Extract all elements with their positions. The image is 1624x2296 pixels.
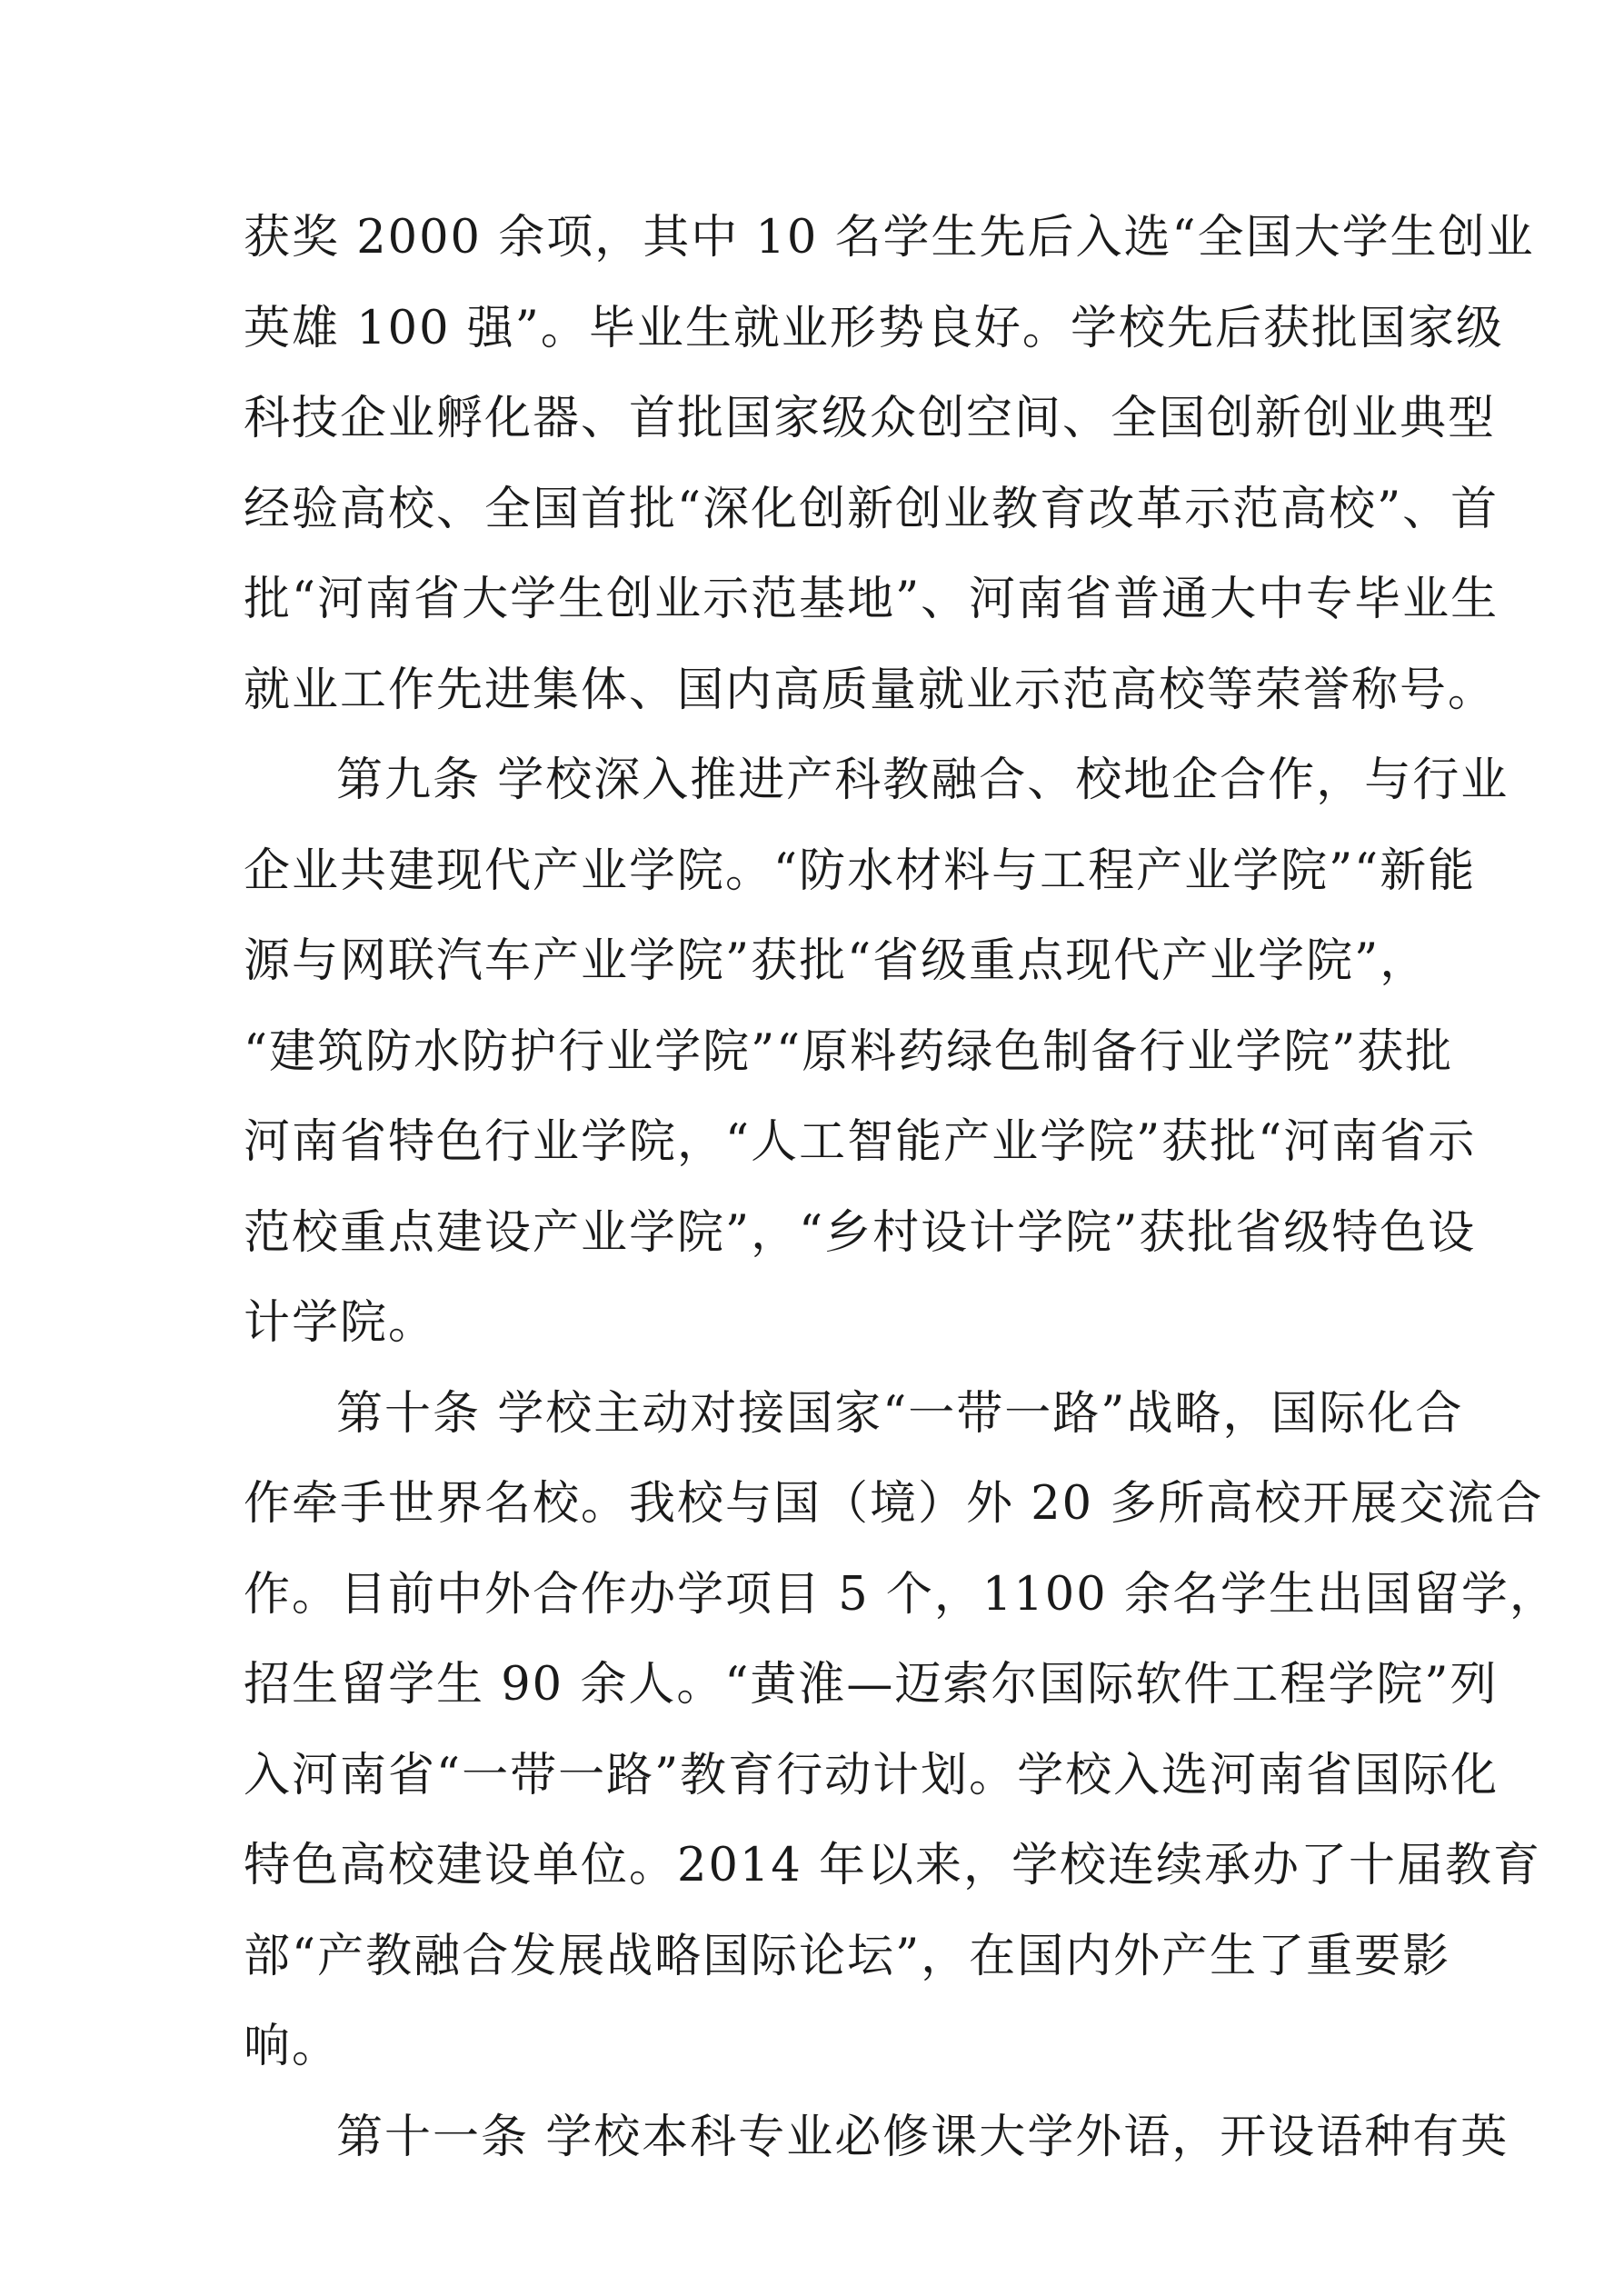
text-line: “建筑防水防护行业学院”“原料药绿色制备行业学院”获批 [244, 1024, 1454, 1079]
text-line: 第九条 学校深入推进产科教融合、校地企合作，与行业 [336, 754, 1509, 807]
text-line: 响。 [244, 2020, 341, 2073]
text-line: 企业共建现代产业学院。“防水材料与工程产业学院”“新能 [244, 844, 1477, 898]
paragraph-1 [244, 193, 1535, 735]
paragraph-3 [244, 1369, 1558, 2092]
text-line: 作牵手世界名校。我校与国（境）外 20 多所高校开展交流合 [244, 1477, 1544, 1531]
text-line: 经验高校、全国首批“深化创新创业教育改革示范高校”、首 [244, 482, 1499, 536]
text-line: 部“产教融合发展战略国际论坛”，在国内外产生了重要影 [244, 1929, 1451, 1983]
body-text [244, 193, 1558, 2182]
text-line: 招生留学生 90 余人。“黄淮—迈索尔国际软件工程学院”列 [244, 1658, 1499, 1712]
text-line: 入河南省“一带一路”教育行动计划。学校入选河南省国际化 [244, 1748, 1499, 1802]
text-line: 第十条 学校主动对接国家“一带一路”战略，国际化合 [336, 1386, 1464, 1441]
text-line: 获奖 2000 余项，其中 10 名学生先后入选“全国大学生创业 [244, 211, 1535, 265]
text-line: 源与网联汽车产业学院”获批“省级重点现代产业学院”， [244, 934, 1429, 988]
text-line: 作。目前中外合作办学项目 5 个，1100 余名学生出国留学， [244, 1567, 1558, 1622]
text-line: 科技企业孵化器、首批国家级众创空间、全国创新创业典型 [244, 392, 1497, 445]
text-line: 第十一条 学校本科专业必修课大学外语，开设语种有英 [336, 2110, 1509, 2164]
paragraph-2 [244, 735, 1509, 1369]
text-line: 特色高校建设单位。2014 年以来，学校连续承办了十届教育 [244, 1839, 1542, 1892]
text-line: 就业工作先进集体、国内高质量就业示范高校等荣誉称号。 [244, 663, 1497, 717]
paragraph-4 [244, 2092, 1509, 2183]
text-line: 范校重点建设产业学院”，“乡村设计学院”获批省级特色设 [244, 1205, 1477, 1260]
text-line: 英雄 100 强”。毕业生就业形势良好。学校先后获批国家级 [244, 301, 1504, 355]
text-line: 计学院。 [244, 1296, 437, 1350]
text-line: 批“河南省大学生创业示范基地”、河南省普通大中专毕业生 [244, 573, 1499, 626]
text-line: 河南省特色行业学院，“人工智能产业学院”获批“河南省示 [244, 1115, 1477, 1169]
